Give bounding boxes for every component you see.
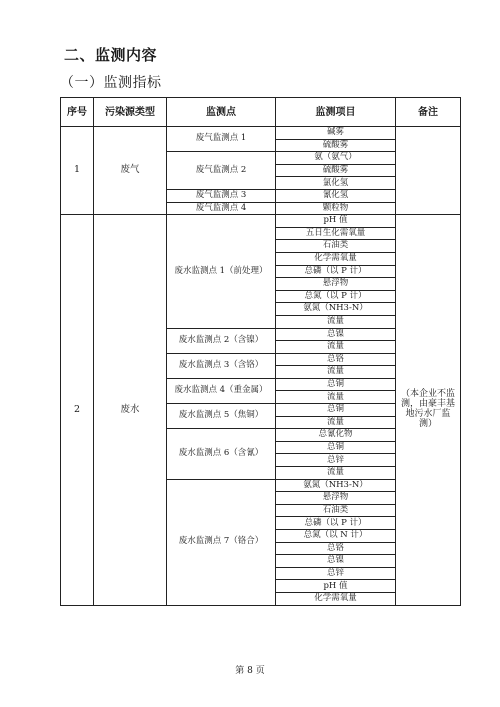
monitoring-item-cell: 流量 [276, 467, 396, 480]
monitoring-item-cell: 总铜 [276, 404, 396, 417]
table-row [61, 127, 461, 140]
monitoring-point-cell: 废水监测点 4（重金属） [167, 378, 276, 403]
monitoring-point-cell: 废水监测点 3（含铬） [167, 353, 276, 378]
monitoring-item-cell: 氨氮（NH3-N） [276, 303, 396, 316]
monitoring-item-cell: 总氮（以 P 计） [276, 290, 396, 303]
monitoring-item-cell: 氯化氢 [276, 177, 396, 190]
monitoring-table [60, 97, 461, 606]
monitoring-item-cell: pH 值 [276, 215, 396, 228]
monitoring-item-cell: 总镍 [276, 555, 396, 568]
seq-cell: 2 [61, 215, 94, 605]
table-header-row [61, 98, 461, 127]
monitoring-item-cell: 总镍 [276, 328, 396, 341]
monitoring-item-cell: 氨氮（NH3-N） [276, 479, 396, 492]
monitoring-item-cell: 五日生化需氧量 [276, 227, 396, 240]
monitoring-point-cell: 废水监测点 2（含镍） [167, 328, 276, 353]
monitoring-point-cell: 废气监测点 1 [167, 127, 276, 152]
section-title: 二、监测内容 [64, 46, 158, 64]
monitoring-item-cell: 流量 [276, 341, 396, 354]
remarks-cell [396, 127, 461, 215]
monitoring-item-cell: 总磷（以 P 计） [276, 517, 396, 530]
monitoring-item-cell: 流量 [276, 366, 396, 379]
monitoring-item-cell: 氨（氨气） [276, 152, 396, 165]
monitoring-item-cell: 石油类 [276, 240, 396, 253]
monitoring-point-cell: 废气监测点 4 [167, 202, 276, 215]
monitoring-point-cell: 废水监测点 5（焦铜） [167, 404, 276, 429]
header-source-type: 污染源类型 [94, 98, 167, 127]
header-monitoring-item: 监测项目 [276, 98, 396, 127]
monitoring-point-cell: 废气监测点 2 [167, 152, 276, 190]
source-type-cell: 废气 [94, 127, 167, 215]
monitoring-item-cell: 碱雾 [276, 127, 396, 140]
monitoring-item-cell: 氰化氢 [276, 189, 396, 202]
table-row [61, 215, 461, 228]
monitoring-point-cell: 废气监测点 3 [167, 189, 276, 202]
table-body [61, 127, 461, 606]
seq-cell: 1 [61, 127, 94, 215]
monitoring-item-cell: 总锌 [276, 567, 396, 580]
monitoring-item-cell: 硫酸雾 [276, 164, 396, 177]
monitoring-item-cell: 化学需氧量 [276, 592, 396, 605]
monitoring-item-cell: 石油类 [276, 504, 396, 517]
monitoring-item-cell: 化学需氧量 [276, 252, 396, 265]
monitoring-item-cell: 总铬 [276, 542, 396, 555]
header-remarks: 备注 [396, 98, 461, 127]
monitoring-point-cell: 废水监测点 6（含氰） [167, 429, 276, 479]
monitoring-item-cell: 总磷（以 P 计） [276, 265, 396, 278]
monitoring-item-cell: 悬浮物 [276, 492, 396, 505]
monitoring-point-cell: 废水监测点 1（前处理） [167, 215, 276, 328]
monitoring-item-cell: 硫酸雾 [276, 139, 396, 152]
monitoring-item-cell: 流量 [276, 416, 396, 429]
source-type-cell: 废水 [94, 215, 167, 605]
monitoring-item-cell: 流量 [276, 315, 396, 328]
monitoring-item-cell: 总铜 [276, 441, 396, 454]
monitoring-item-cell: 总氰化物 [276, 429, 396, 442]
subsection-title: （一）监测指标 [60, 75, 162, 91]
monitoring-item-cell: 流量 [276, 391, 396, 404]
monitoring-item-cell: 总铬 [276, 353, 396, 366]
page-number: 第 8 页 [235, 666, 265, 676]
monitoring-item-cell: 颗粒物 [276, 202, 396, 215]
header-monitoring-point: 监测点 [167, 98, 276, 127]
monitoring-item-cell: 总氮（以 N 计） [276, 530, 396, 543]
monitoring-item-cell: 总锌 [276, 454, 396, 467]
header-seq: 序号 [61, 98, 94, 127]
monitoring-item-cell: 总铜 [276, 378, 396, 391]
remarks-cell: （本企业不监测，由豪丰基地污水厂监测） [396, 215, 461, 605]
monitoring-item-cell: pH 值 [276, 580, 396, 593]
monitoring-point-cell: 废水监测点 7（铬合） [167, 479, 276, 605]
monitoring-item-cell: 悬浮物 [276, 278, 396, 291]
